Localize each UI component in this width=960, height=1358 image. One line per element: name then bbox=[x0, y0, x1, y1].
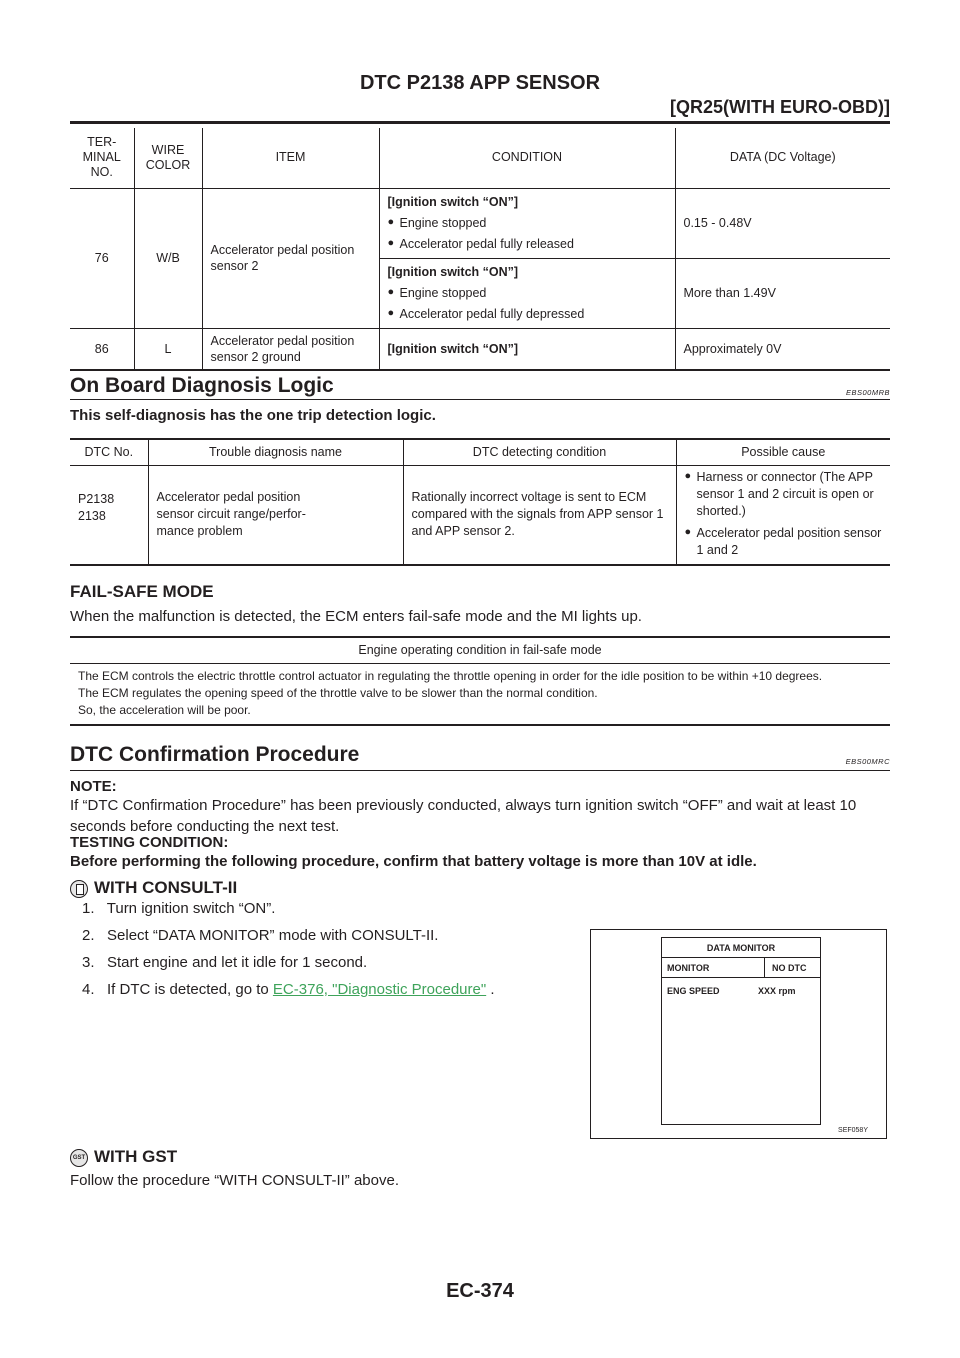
data-value: Approximately 0V bbox=[675, 328, 890, 370]
obd-intro: This self-diagnosis has the one trip detection logic. bbox=[70, 407, 436, 424]
failsafe-table bbox=[70, 636, 890, 726]
cause-bullet: ● Accelerator pedal position sensor 1 and 2 bbox=[685, 525, 883, 559]
page-subtitle: [QR25(WITH EURO-OBD)] bbox=[670, 97, 890, 117]
data-monitor-figure bbox=[590, 929, 887, 1139]
table-row bbox=[70, 328, 890, 370]
header-wire-color: WIRE COLOR bbox=[134, 128, 202, 188]
wire-color: W/B bbox=[134, 188, 202, 328]
header-item: ITEM bbox=[202, 128, 379, 188]
item: Accelerator pedal position sensor 2 ground bbox=[202, 328, 379, 370]
screen-no-dtc-label: NO DTC bbox=[772, 963, 807, 973]
condition-title: [Ignition switch “ON”] bbox=[387, 195, 519, 209]
failsafe-description bbox=[70, 663, 890, 725]
screen-title: DATA MONITOR bbox=[662, 938, 820, 958]
condition-bullet: ● Accelerator pedal fully depressed bbox=[388, 306, 667, 322]
diagnostic-procedure-link[interactable]: EC-376, "Diagnostic Procedure" bbox=[272, 981, 487, 998]
gst-icon: GST bbox=[70, 1149, 88, 1167]
list-item: 1. Turn ignition switch “ON”. bbox=[82, 900, 276, 917]
condition-bullet: ● Engine stopped bbox=[388, 215, 667, 231]
consult-screen bbox=[661, 937, 821, 1125]
failsafe-line: The ECM regulates the opening speed of the throttle valve to be slower than the normal condition. bbox=[78, 685, 598, 700]
note-label: NOTE: bbox=[70, 778, 117, 795]
condition-title: [Ignition switch “ON”] bbox=[379, 328, 675, 370]
condition-bullet: ● Engine stopped bbox=[388, 285, 667, 301]
screen-divider bbox=[764, 958, 765, 978]
consult-icon bbox=[70, 880, 88, 898]
step4-prefix: 4. If DTC is detected, go to bbox=[82, 981, 273, 998]
header-terminal: TER-MINAL NO. bbox=[70, 128, 134, 188]
terminal-number: 86 bbox=[70, 328, 134, 370]
confirmation-heading: DTC Confirmation Procedure bbox=[70, 743, 360, 766]
screen-monitor-label: MONITOR bbox=[667, 963, 710, 973]
list-item: 3. Start engine and let it idle for 1 second. bbox=[82, 954, 368, 971]
table-row bbox=[70, 663, 890, 725]
detecting-condition: Rationally incorrect voltage is sent to ECM compared with the signals from APP sensor 1 and APP sensor 2. bbox=[403, 465, 676, 565]
list-item bbox=[82, 979, 495, 1006]
cause-bullet: ● Harness or connector (The APP sensor 1 and 2 circuit is open or shorted.) bbox=[685, 469, 883, 520]
page-title: DTC P2138 APP SENSOR bbox=[359, 72, 601, 94]
failsafe-line: So, the acceleration will be poor. bbox=[78, 702, 251, 717]
data-value: More than 1.49V bbox=[675, 258, 890, 328]
confirmation-rule bbox=[70, 770, 890, 771]
table-row bbox=[70, 465, 890, 565]
step4-suffix: . bbox=[486, 981, 495, 998]
failsafe-table-header bbox=[70, 637, 890, 663]
terminal-table-header bbox=[70, 128, 890, 188]
item: Accelerator pedal position sensor 2 bbox=[202, 188, 379, 328]
failsafe-line: The ECM controls the electric throttle control actuator in regulating the throttle opening in order for the idle position to be within +10 degrees. bbox=[78, 668, 823, 683]
condition-cell bbox=[379, 258, 675, 328]
header-data: DATA (DC Voltage) bbox=[675, 128, 890, 188]
note-text: If “DTC Confirmation Procedure” has been previously conducted, always turn ignition switch “OFF” and wait at least 10 seconds before conducting the next test. bbox=[70, 797, 857, 835]
header-rule bbox=[70, 121, 890, 124]
possible-cause bbox=[676, 465, 890, 565]
dtc-table bbox=[70, 438, 890, 566]
header-dtc-no: DTC No. bbox=[70, 439, 148, 465]
testing-text: Before performing the following procedure, confirm that battery voltage is more than 10V at idle. bbox=[70, 853, 757, 870]
header-condition: CONDITION bbox=[379, 128, 675, 188]
trouble-name: Accelerator pedal position sensor circuit range/perfor-mance problem bbox=[148, 465, 403, 565]
header-possible-cause: Possible cause bbox=[676, 439, 890, 465]
header-detecting-condition: DTC detecting condition bbox=[403, 439, 676, 465]
dtc-number-2: 2138 bbox=[78, 508, 106, 523]
gst-text: Follow the procedure “WITH CONSULT-II” above. bbox=[70, 1172, 399, 1189]
failsafe-text: When the malfunction is detected, the ECM enters fail-safe mode and the MI lights up. bbox=[70, 608, 642, 625]
testing-label: TESTING CONDITION: bbox=[70, 834, 229, 851]
consult-steps bbox=[82, 898, 495, 1006]
terminal-table bbox=[70, 128, 890, 371]
wire-color: L bbox=[134, 328, 202, 370]
page-number: EC-374 bbox=[446, 1280, 514, 1302]
figure-code: SEF058Y bbox=[838, 1127, 868, 1134]
condition-bullet: ● Accelerator pedal fully released bbox=[388, 236, 667, 252]
dtc-number bbox=[70, 465, 148, 565]
header-failsafe: Engine operating condition in fail-safe mode bbox=[70, 637, 890, 663]
header-trouble-name: Trouble diagnosis name bbox=[148, 439, 403, 465]
dtc-table-header bbox=[70, 439, 890, 465]
screen-eng-speed-value: XXX rpm bbox=[758, 986, 796, 996]
terminal-number: 76 bbox=[70, 188, 134, 328]
condition-cell bbox=[379, 188, 675, 258]
gst-heading: WITH GST bbox=[94, 1147, 178, 1166]
confirmation-ref-code: EBS00MRC bbox=[845, 757, 890, 766]
obd-ref-code: EBS00MRB bbox=[845, 388, 890, 397]
screen-data-row bbox=[667, 986, 817, 996]
table-row bbox=[70, 188, 890, 258]
list-item: 2. Select “DATA MONITOR” mode with CONSULT-II. bbox=[82, 927, 439, 944]
dtc-number-1: P2138 bbox=[78, 491, 115, 506]
data-value: 0.15 - 0.48V bbox=[675, 188, 890, 258]
consult-heading: WITH CONSULT-II bbox=[94, 878, 238, 897]
obd-rule bbox=[70, 399, 890, 400]
screen-header-row bbox=[662, 958, 820, 978]
condition-title: [Ignition switch “ON”] bbox=[387, 265, 519, 279]
screen-eng-speed-label: ENG SPEED bbox=[667, 986, 720, 996]
obd-heading: On Board Diagnosis Logic bbox=[70, 374, 334, 397]
failsafe-heading: FAIL-SAFE MODE bbox=[70, 582, 214, 601]
